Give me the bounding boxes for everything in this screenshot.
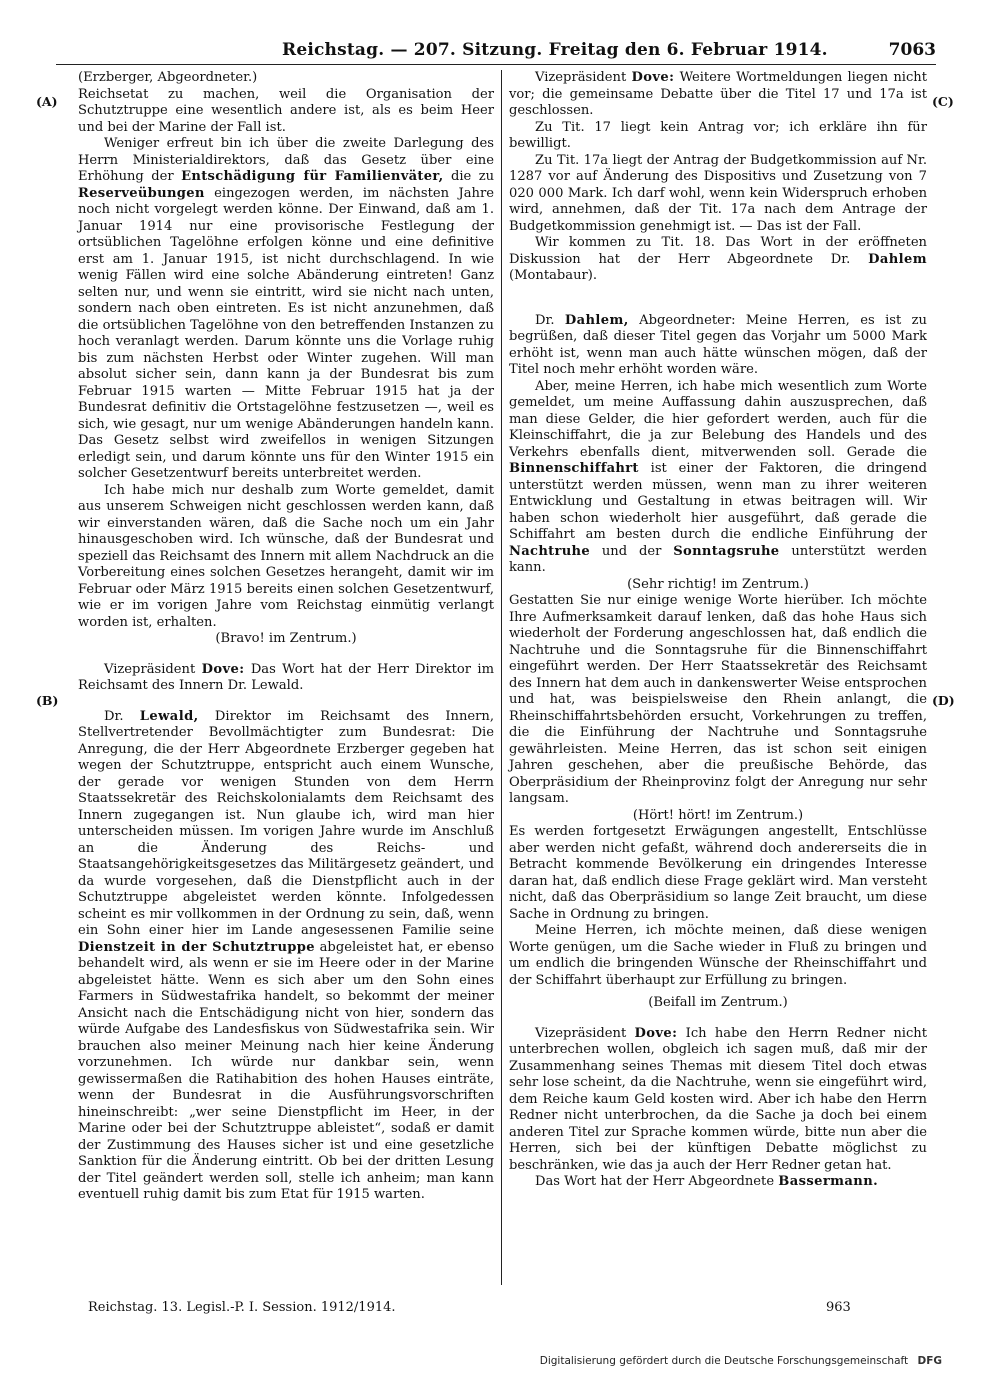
speaker-name: Bassermann. [778,1174,879,1189]
paragraph: Vizepräsident Dove: Das Wort hat der Herr Direktor im Reichsamt des Innern Dr. Lewald. [78,661,495,693]
paragraph: Reichsetat zu machen, weil die Organisation der Schutztruppe eine wesentlich andere ist, als es beim Heer und bei der Marine der Fall ist. [78,86,494,135]
paragraph: Dr. Dahlem, Abgeordneter: Meine Herren, es ist zu begrüßen, daß dieser Titel gegen das Vorjahr um 5000 Mark erhöht ist, wenn man auch hätte wünschen mögen, daß der Titel noch mehr erhöht worden wäre. [509,312,927,377]
speaker-name: Dove: [631,70,675,85]
paragraph: Wir kommen zu Tit. 18. Das Wort in der eröffneten Diskussion hat der Herr Abgeordnete Dr. Dahlem (Montabaur). [509,235,927,283]
interjection: (Hört! hört! im Zentrum.) [632,807,804,823]
emphasis: Sonntagsruhe [673,543,780,559]
footer-citation: Reichstag. 13. Legisl.-P. I. Session. 1912/1914. [88,1300,396,1315]
page-number: 7063 [888,40,936,60]
emphasis: Nachtruhe [509,543,590,559]
page-header [56,40,936,66]
continued-speaker: (Erzberger, Abgeordneter.) [78,70,258,85]
digitization-note [540,1355,942,1367]
paragraph: Zu Tit. 17 liegt kein Antrag vor; ich erkläre ihn für bewilligt. [509,119,927,151]
paragraph: Vizepräsident Dove: Ich habe den Herrn Redner nicht unterbrechen wollen, obgleich ich sagen muß, daß mir der Zusammenhang seines Themas mit diesem Titel doch etwas sehr lose scheint, da die Nachtruhe, wenn sie eingeführt wird, dem Reiche kaum Geld kosten wird. Aber ich habe den Herrn Redner nicht unterbrochen, da die Sache ja doch bei einem anderen Titel zur Sprache kommen würde, bitte nun aber die Herren, sich bei der künftigen Debatte möglichst zu beschränken, wie das ja auch der Herr Redner getan hat. [509,1025,927,1173]
interjection: (Beifall im Zentrum.) [648,995,788,1010]
paragraph: Das Wort hat der Herr Abgeordnete Bassermann. [535,1174,879,1189]
speaker-name: Dahlem [868,251,927,267]
paragraph: Weniger erfreut bin ich über die zweite Darlegung des Herrn Ministerialdirektors, daß das Gesetz über eine Erhöhung der Entschädigung für Familienväter, die zu Reserveübungen eingezogen werden, im nächsten Jahre noch nicht vorgelegt werden könne. Der Einwand, daß am 1. Januar 1914 nur eine provisorische Festlegung der ortsüblichen Tagelöhne erfolgen könne und eine definitive erst am 1. Januar 1915, ist nicht durchschlagend. In wie wenig Fällen wird eine solche Abänderung eintreten! Ganz selten nur, und wenn sie eintritt, wird sie nicht nach unten, sondern nach oben eintreten. Es ist nicht anzunehmen, daß die ortsüblichen Tagelöhne von den betreffenden Instanzen zu hoch veranlagt werden. Darum könnte uns die Vorlage ruhig bis zum nächsten Herbst oder Winter zugehen. Will man absolut sicher sein, dann kann ja der Bundesrat bis zum Februar 1915 warten — Mitte Februar 1915 hat ja der Bundesrat definitiv die Ortstagelöhne festzusetzen —, weil es sich, wie gesagt, nur um wenige Abänderungen handeln kann. Das Gesetz selbst wird zweifellos in wenigen Sitzungen erledigt sein, und darum könnte uns für den Winter 1915 ein solcher Gesetzentwurf bereits unterbreitet werden. [78,136,495,481]
margin-marker-b: (B) [36,693,59,708]
paragraph: Es werden fortgesetzt Erwägungen angestellt, Entschlüsse aber werden nicht gefaßt, während doch andererseits die in Betracht kommende Bevölkerung ein dringendes Interesse daran hat, daß endlich diese Frage geklärt wird. Man versteht nicht, daß das Oberpräsidium so lange Zeit braucht, um diese Sache in Ordnung zu bringen. [509,824,927,922]
right-column [509,70,927,1191]
paragraph: Vizepräsident Dove: Weitere Wortmeldungen liegen nicht vor; die gemeinsame Debatte über die Titel 17 und 17a ist geschlossen. [509,70,927,118]
paragraph: Aber, meine Herren, ich habe mich wesentlich zum Worte gemeldet, um meine Auffassung dahin auszusprechen, daß man diese Gelder, die hier gefordert werden, auch für die Kleinschiffahrt, die ja zur Belebung des Handels und des Verkehrs ebenfalls dient, mitverwenden soll. Gerade die Binnenschiffahrt ist einer der Faktoren, die dringend unterstützt werden müssen, wenn man zu ihrer weiteren Entwicklung und Gestaltung in etwas beitragen will. Wir haben schon wiederholt hier ausgeführt, daß gerade die Schiffahrt am besten durch die endliche Einführung der Nachtruhe und der Sonntagsruhe unterstützt werden kann. [509,378,927,575]
paragraph: Ich habe mich nur deshalb zum Worte gemeldet, damit aus unserem Schweigen nicht geschlossen werden kann, daß wir einverstanden wären, daß die Sache noch um ein Jahr hinausgeschoben wird. Ich wünsche, daß der Bundesrat und speziell das Reichsamt des Innern mit allem Nachdruck an die Vorbereitung eines solchen Gesetzes herangeht, damit wir im Februar oder März 1915 bereits einen solchen Gesetzentwurf, wie er im vorigen Jahre vom Reichstag einmütig verlangt worden ist, erhalten. [78,482,494,630]
interjection: (Bravo! im Zentrum.) [215,631,357,646]
margin-marker-d: (D) [932,693,955,708]
emphasis: Dienstzeit in der Schutztruppe [78,939,315,955]
speaker-name: Dove: [201,661,245,677]
speaker-name: Dahlem, [564,312,629,328]
digitization-text: Digitalisierung gefördert durch die Deutsche Forschungsgemeinschaft [539,1355,909,1367]
emphasis: Binnenschiffahrt [509,461,639,476]
left-column [78,70,494,1204]
emphasis: Reserveübungen [78,185,205,201]
column-divider [501,70,502,1285]
paragraph: Dr. Lewald, Direktor im Reichsamt des Innern, Stellvertretender Bevollmächtigter zum Bundesrat: Die Anregung, die der Herr Abgeordnete Erzberger gegeben hat wegen der Schutztruppe, entspricht auch einem Wunsche, der gerade vor wenigen Stunden von dem Herrn Staatssekretär des Reichskolonialamts dem Reichsamt des Innern zugegangen ist. Nun glaube ich, wird man hier unterscheiden müssen. Im vorigen Jahre wurde im Anschluß an die Änderung des Reichs- und Staatsangehörigkeitsgesetzes das Militärgesetz geändert, und da wurde vorgesehen, daß die Dienstpflicht auch in der Schutztruppe abgeleistet werden könnte. Infolgedessen scheint es mir vollkommen in der Ordnung zu sein, daß, wenn ein Sohn einer hier im Lande angesessenen Familie seine Dienstzeit in der Schutztruppe abgeleistet hat, er ebenso behandelt wird, als wenn er sie im Heere oder in der Marine abgeleistet hätte. Wenn es sich aber um den Sohn eines Farmers in Südwestafrika handelt, so bekommt der meiner Ansicht nach die Entschädigung nicht von hier, sondern das würde Aufgabe des Landesfiskus von Südwestafrika sein. Wir brauchen also meiner Meinung nach hier keine Änderung vorzunehmen. Ich würde nur dankbar sein, wenn gewissermaßen die Ratihabition des hohen Hauses einträte, wenn der Bundesrat in die Ausführungsvorschriften hineinschreibt: „wer seine Dienstpflicht im Heer, in der Marine oder bei der Schutztruppe ableistet“, sodaß er damit der Zustimmung des Hauses sicher ist und eine gesetzliche Sanktion für die Änderung eintritt. Ob bei der dritten Lesung der Titel geändert werden soll, stelle ich anheim; man kann eventuell ruhig damit bis zum Etat für 1915 warten. [78,708,494,1202]
header-rule [56,64,936,65]
dfg-logo: DFG [917,1355,942,1367]
emphasis: Entschädigung für Familienväter, [181,169,444,184]
paragraph: Gestatten Sie nur einige wenige Worte hierüber. Ich möchte Ihre Aufmerksamkeit darauf lenken, daß das hohe Haus sich wiederholt der Forderung angeschlossen hat, daß endlich die Nachtruhe und die Sonntagsruhe für die Binnenschiffahrt eingeführt werden. Der Herr Staatssekretär des Reichsamt des Innern hat dem auch in dankenswerter Weise entsprochen und hat, was beispielsweise den Rhein anlangt, die Rheinschiffahrtsbehörden ersucht, Vorkehrungen zu treffen, die die Einführung der Nachtruhe und Sonntagsruhe gewährleisten. Meine Herren, das ist schon seit einigen Jahren geschehen, aber die preußische Behörde, das Oberpräsidium der Rheinprovinz folgt der Anregung nur sehr langsam. [509,593,927,806]
paragraph: Meine Herren, ich möchte meinen, daß diese wenigen Worte genügen, um die Sache wieder in Fluß zu bringen und um endlich die bringenden Wünsche der Rheinschiffahrt und der Schiffahrt überhaupt zur Erfüllung zu bringen. [509,923,927,988]
margin-marker-a: (A) [36,94,58,109]
margin-marker-c: (C) [932,94,954,109]
interjection: (Sehr richtig! im Zentrum.) [627,576,809,592]
speaker-name: Lewald, [139,708,199,724]
running-title: Reichstag. — 207. Sitzung. Freitag den 6. Februar 1914. [282,40,828,60]
paragraph: Zu Tit. 17a liegt der Antrag der Budgetkommission auf Nr. 1287 vor auf Änderung des Dispositivs und Zusetzung von 7 020 000 Mark. Ich darf wohl, wenn kein Widerspruch erhoben wird, annehmen, daß der Tit. 17a nach dem Antrage der Budgetkommission genehmigt ist. — Das ist der Fall. [509,152,927,234]
sheet-number: 963 [826,1300,851,1315]
speaker-name: Dove: [634,1025,678,1041]
